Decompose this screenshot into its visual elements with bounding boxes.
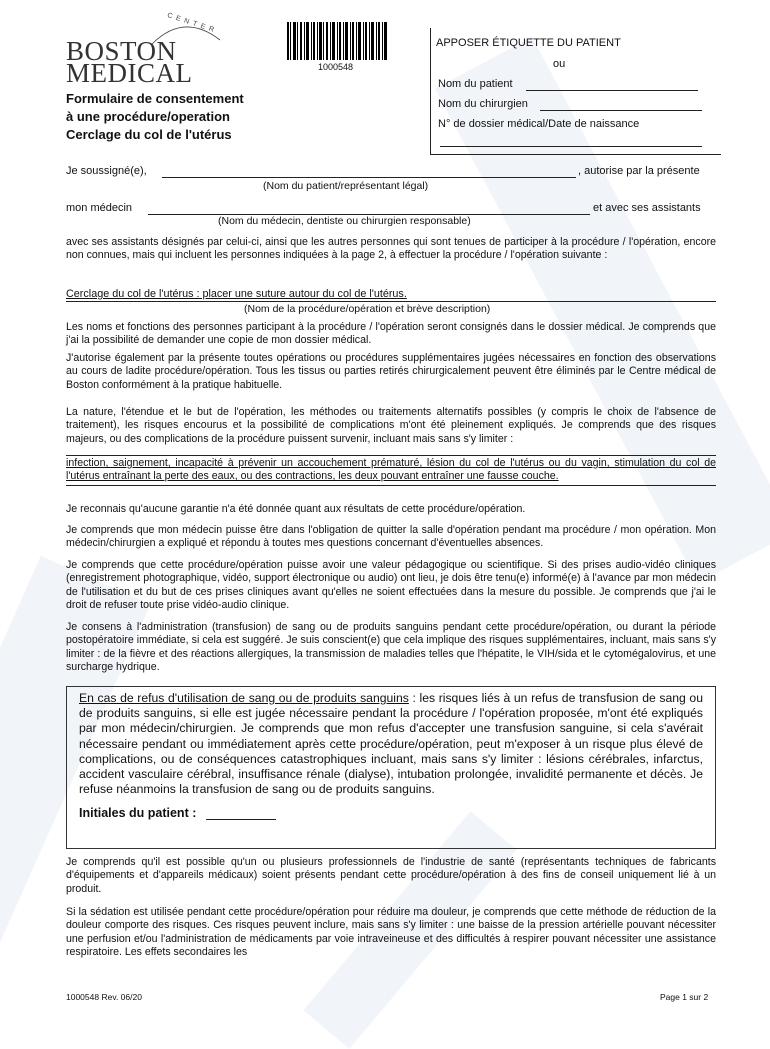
paragraph-industry: Je comprends qu'il est possible qu'un ou plusieurs professionnels de l'industrie de santé (représentants techniques de fabricants d'équipements et d'appareils médicaux) soient présents pendant cette procédure/opération à des fins de conseil uniquement lié à un produit. bbox=[66, 856, 716, 895]
consent-line2-prefix: mon médecin bbox=[66, 202, 133, 214]
patient-name-field[interactable] bbox=[526, 90, 698, 91]
barcode-number: 1000548 bbox=[318, 62, 354, 72]
procedure-description: Cerclage du col de l'utérus : placer une suture autour du col de l'utérus. bbox=[66, 288, 716, 302]
blood-refusal-box bbox=[66, 686, 716, 849]
patient-label-heading: APPOSER ÉTIQUETTE DU PATIENT bbox=[436, 37, 621, 49]
paragraph-leave: Je comprends que mon médecin puisse être dans l'obligation de quitter la salle d'opération pendant ma procédure / mon opération. Mon médecin/chirurgien a expliqué et répondu à toutes mes questions concernant d'éventuelles absences. bbox=[66, 524, 716, 550]
blood-refusal-body: : les risques liés à un refus de transfusion de sang ou de produits sanguins, si elle est jugée nécessaire pendant la procédure / l'opération proposée, m'ont été expliqués par mon médecin/chirurgien. Je comprends que mon refus d'accepter une transfusion sanguine, si cela s'avérait nécessaire pendant ou immédiatement après cette procédure/opération, peut m'exposer à un risque plus élevé de complications, ou de conséquences catastrophiques incluant, mais sans s'y limiter : lésions cérébrales, infarctus, accident vasculaire cérébral, insuffisance rénale (dialyse), intubation prolongée, invalidité permanente et décès. Je refuse néanmoins la transfusion de sang ou de produits sanguins. bbox=[79, 691, 703, 797]
paragraph-nature: La nature, l'étendue et le but de l'opération, les méthodes ou traitements alternatifs possibles (y compris le choix de l'absence de traitement), les risques encourus et la possibilité de complications m'ont été pleinement expliqués. Je comprends que des risques majeurs, ou des complications de la procédure puissent survenir, incluant mais sans s'y limiter : bbox=[66, 406, 716, 445]
patient-representative-name-field[interactable] bbox=[162, 177, 576, 178]
paragraph-sedation: Si la sédation est utilisée pendant cette procédure/opération pour réduire ma douleur, je comprends que cette méthode de réduction de la douleur comporte des risques. Ces risques peuvent inclure, mais sans s'y limiter : une baisse de la pression artérielle pouvant nécessiter une perfusion et/ou l'administration de médicaments par voie intraveineuse et des difficultés à respirer pouvant nécessiter une assistance respiratoire. Les effets secondaires les bbox=[66, 906, 716, 959]
form-title-line-1: Formulaire de consentement bbox=[66, 91, 244, 106]
blood-refusal-lead: En cas de refus d'utilisation de sang ou de produits sanguins bbox=[79, 691, 409, 705]
risks-list bbox=[66, 455, 716, 486]
consent-line1-caption: (Nom du patient/représentant légal) bbox=[263, 180, 429, 192]
logo-boston: BOSTON bbox=[66, 36, 177, 66]
logo-center-text: CENTER bbox=[166, 12, 219, 35]
patient-initials-field[interactable] bbox=[206, 807, 276, 820]
barcode-icon bbox=[287, 22, 387, 60]
surgeon-name-field[interactable] bbox=[540, 110, 702, 111]
paragraph-intro: avec ses assistants désignés par celui-ci, ainsi que les autres personnes qui sont tenues de participer à la procédure / l'opération, encore non connues, mais qui incluent les personnes indiquées à la page 2, à effectuer la procédure / l'opération suivante : bbox=[66, 236, 716, 262]
form-title-line-2: à une procédure/operation bbox=[66, 109, 230, 124]
record-number-label: N° de dossier médical/Date de naissance bbox=[438, 118, 640, 130]
consent-line1-prefix: Je soussigné(e), bbox=[66, 165, 147, 177]
form-title-line-3: Cerclage du col de l'utérus bbox=[66, 127, 232, 142]
paragraph-additional: J'autorise également par la présente toutes opérations ou procédures supplémentaires jugées nécessaires en fonction des observations au cours de ladite procédure/opération. Tous les tissus ou parties retirés chirurgicalement peuvent être éliminés par le Centre médical de Boston conformément à la pratique habituelle. bbox=[66, 352, 716, 391]
patient-name-label: Nom du patient bbox=[438, 78, 513, 90]
patient-label-or: ou bbox=[553, 58, 566, 70]
footer-revision: 1000548 Rev. 06/20 bbox=[66, 992, 142, 1002]
patient-initials-row bbox=[79, 806, 703, 820]
consent-line1-suffix: , autorise par la présente bbox=[578, 165, 700, 177]
paragraph-guarantee: Je reconnais qu'aucune garantie n'a été donnée quant aux résultats de cette procédure/opération. bbox=[66, 503, 526, 515]
risks-text: infection, saignement, incapacité à prévenir un accouchement prématuré, lésion du col de l'utérus ou du vagin, stimulation du col de l'utérus entraînant la perte des eaux, ou des contractions, les deux pouvant entraîner une fausse couche. bbox=[66, 457, 716, 483]
record-number-field[interactable] bbox=[440, 146, 702, 147]
consent-line2-caption: (Nom du médecin, dentiste ou chirurgien responsable) bbox=[218, 215, 471, 227]
surgeon-name-label: Nom du chirurgien bbox=[438, 98, 528, 110]
paragraph-names: Les noms et fonctions des personnes participant à la procédure / l'opération seront consignés dans le dossier médical. Je comprends que j'ai la possibilité de demander une copie de mon dossier médical. bbox=[66, 321, 716, 347]
paragraph-transfusion: Je consens à l'administration (transfusion) de sang ou de produits sanguins pendant cette procédure/opération, ou durant la période postopératoire immédiate, si cela est suggéré. Je suis conscient(e) que cela implique des risques supplémentaires, incluant, mais sans s'y limiter : de la fièvre et des réactions allergiques, la transmission de maladies telles que l'hépatite, le VIH/sida et le cytomégalovirus, et une surcharge hydrique. bbox=[66, 621, 716, 674]
logo-medical: MEDICAL bbox=[66, 58, 193, 88]
procedure-caption: (Nom de la procédure/opération et brève description) bbox=[244, 303, 491, 315]
patient-initials-label: Initiales du patient : bbox=[79, 806, 197, 821]
consent-line2-suffix: et avec ses assistants bbox=[593, 202, 701, 214]
paragraph-video: Je comprends que cette procédure/opération puisse avoir une valeur pédagogique ou scientifique. Si des prises audio-vidéo cliniques (enregistrement photographique, vidéo, support électronique ou audio) ont lieu, je dois être tenu(e) informé(e) à l'avance par mon médecin de l'utilisation et du but de ces prises cliniques avant qu'elles ne soient effectuées dans la mesure du possible. Je comprends que j'ai le droit de refuser toute prise vidéo-audio clinique. bbox=[66, 559, 716, 612]
footer-page-number: Page 1 sur 2 bbox=[660, 992, 709, 1002]
boston-medical-logo bbox=[66, 12, 226, 88]
blood-refusal-text bbox=[79, 691, 703, 797]
barcode bbox=[287, 22, 387, 60]
